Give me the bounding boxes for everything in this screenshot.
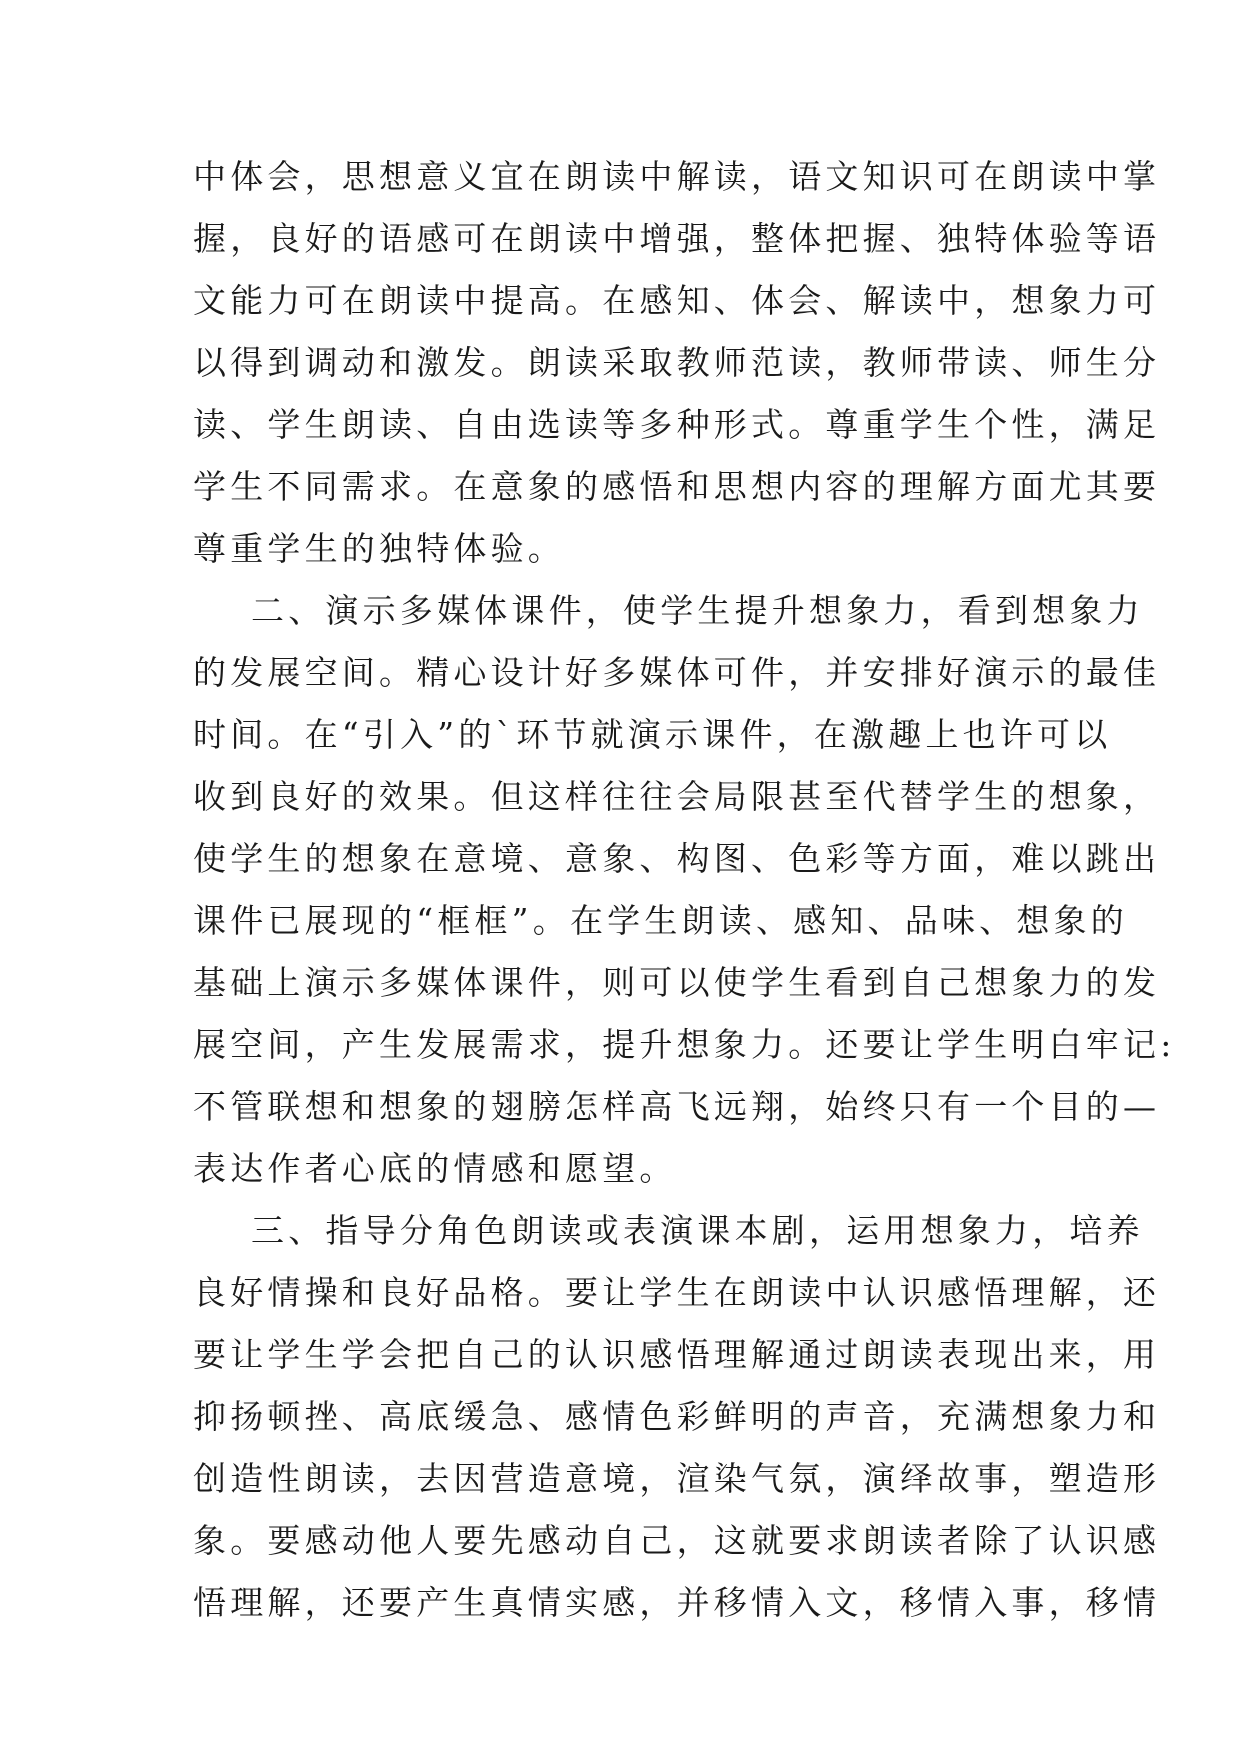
text-line: 创造性朗读，去因营造意境，渲染气氛，演绎故事，塑造形 [193, 1459, 1161, 1498]
text-line: 课件已展现的“框框”。在学生朗读、感知、品味、想象的 [193, 901, 1128, 940]
text-line: 中体会，思想意义宜在朗读中解读，语文知识可在朗读中掌 [193, 157, 1161, 196]
text-line: 时间。在“引入”的`环节就演示课件，在激趣上也许可以 [193, 715, 1112, 754]
text-line: 表达作者心底的情感和愿望。 [193, 1149, 677, 1188]
text-line: 的发展空间。精心设计好多媒体可件，并安排好演示的最佳 [193, 653, 1161, 692]
text-line: 抑扬顿挫、高底缓急、感情色彩鲜明的声音，充满想象力和 [193, 1397, 1161, 1436]
text-line: 文能力可在朗读中提高。在感知、体会、解读中，想象力可 [193, 281, 1161, 320]
paragraph-start-line: 二、演示多媒体课件，使学生提升想象力，看到想象力 [251, 591, 1144, 630]
text-line: 握，良好的语感可在朗读中增强，整体把握、独特体验等语 [193, 219, 1161, 258]
text-line: 尊重学生的独特体验。 [193, 529, 565, 568]
text-line: 学生不同需求。在意象的感悟和思想内容的理解方面尤其要 [193, 467, 1161, 506]
paragraph-start-line: 三、指导分角色朗读或表演课本剧，运用想象力，培养 [251, 1211, 1144, 1250]
text-line: 展空间，产生发展需求，提升想象力。还要让学生明白牢记: [193, 1025, 1176, 1064]
text-line: 以得到调动和激发。朗读采取教师范读，教师带读、师生分 [193, 343, 1161, 382]
text-line: 要让学生学会把自己的认识感悟理解通过朗读表现出来，用 [193, 1335, 1161, 1374]
text-line: 基础上演示多媒体课件，则可以使学生看到自己想象力的发 [193, 963, 1161, 1002]
body-text [193, 146, 1176, 1634]
text-line: 不管联想和想象的翅膀怎样高飞远翔，始终只有一个目的— [193, 1087, 1161, 1126]
text-line: 收到良好的效果。但这样往往会局限甚至代替学生的想象， [193, 777, 1161, 816]
text-line: 象。要感动他人要先感动自己，这就要求朗读者除了认识感 [193, 1521, 1161, 1560]
text-line: 悟理解，还要产生真情实感，并移情入文，移情入事，移情 [193, 1583, 1161, 1622]
text-line: 读、学生朗读、自由选读等多种形式。尊重学生个性，满足 [193, 405, 1161, 444]
text-line: 良好情操和良好品格。要让学生在朗读中认识感悟理解，还 [193, 1273, 1161, 1312]
text-line: 使学生的想象在意境、意象、构图、色彩等方面，难以跳出 [193, 839, 1161, 878]
